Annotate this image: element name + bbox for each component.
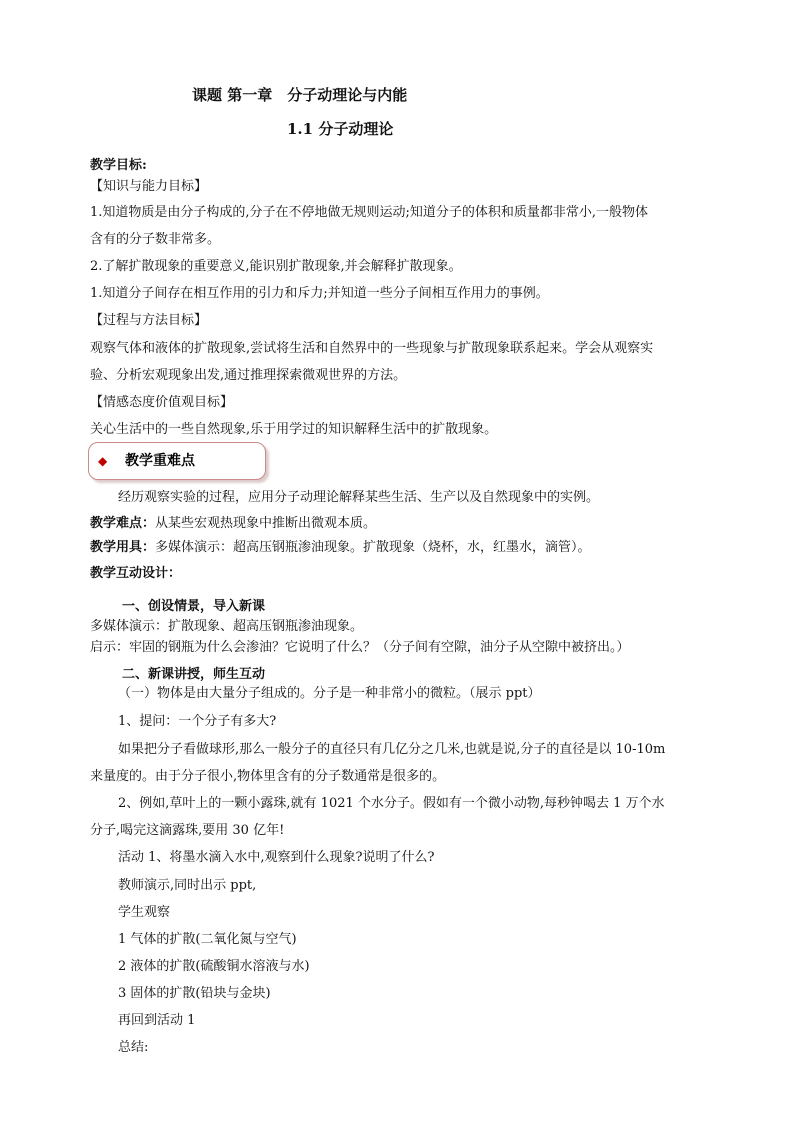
part1-heading: 一、创设情景，导入新课 [122,599,266,614]
process-text-b: 验、分析宏观现象出发,通过推理探索微观世界的方法。 [90,368,407,383]
teacher-demo: 教师演示,同时出示 ppt, [118,878,257,893]
difficulty-label: 教学难点： [90,516,156,531]
key-points-badge [88,442,266,480]
chapter-title: 课题 第一章 分子动理论与内能 [192,86,408,104]
part2-p2b: 分子,喝完这滴露珠,要用 30 亿年! [90,823,285,838]
difficulty-text: 从某些宏观热现象中推断出微观本质。 [155,516,377,531]
tools-text: 多媒体演示：超高压钢瓶渗油现象。扩散现象（烧杯，水，红墨水，滴管）。 [155,540,591,555]
diffusion-item-3: 3 固体的扩散(铅块与金块) [118,986,271,1001]
diffusion-item-1: 1 气体的扩散(二氧化氮与空气) [118,932,297,947]
badge-label: 教学重难点 [125,453,195,469]
part1-line2: 启示：牢固的钢瓶为什么会渗油？它说明了什么？（分子间有空隙，油分子从空隙中被挤出。） [90,640,630,655]
diffusion-item-2: 2 液体的扩散(硫酸铜水溶液与水) [118,959,310,974]
knowledge-item-2: 2.了解扩散现象的重要意义,能识别扩散现象,并会解释扩散现象。 [90,259,462,274]
emotion-heading: 【情感态度价值观目标】 [90,395,234,410]
summary-label: 总结: [118,1040,149,1055]
part2-p1b: 来量度的。由于分子很小,物体里含有的分子数通常是很多的。 [90,769,446,784]
part1-line1: 多媒体演示：扩散现象、超高压钢瓶渗油现象。 [90,619,364,634]
process-heading: 【过程与方法目标】 [90,313,208,328]
section-title: 1.1 分子动理论 [287,120,394,138]
design-label: 教学互动设计： [90,566,182,581]
part2-sub1: （一）物体是由大量分子组成的。分子是一种非常小的微粒。（展示 ppt） [118,686,541,701]
part2-q1: 1、提问：一个分子有多大? [118,714,277,729]
tools-line [90,538,591,558]
difficulty-line [90,514,376,534]
knowledge-item-1a: 1.知道物质是由分子构成的,分子在不停地做无规则运动;知道分子的体积和质量都非常小,一般物体 [90,205,649,220]
objectives-heading: 教学目标: [90,158,147,173]
knowledge-item-3: 1.知道分子间存在相互作用的引力和斥力;并知道一些分子间相互作用力的事例。 [90,286,549,301]
part2-heading: 二、新课讲授，师生互动 [122,667,266,682]
part2-p1a: 如果把分子看做球形,那么一般分子的直径只有几亿分之几米,也就是说,分子的直径是以 10-10m [118,742,666,757]
process-text-a: 观察气体和液体的扩散现象,尝试将生活和自然界中的一些现象与扩散现象联系起来。学会从观察实 [90,341,654,356]
knowledge-item-1b: 含有的分子数非常多。 [90,232,221,247]
part2-p2a: 2、例如,草叶上的一颗小露珠,就有 1021 个水分子。假如有一个微小动物,每秒钟喝去 1 万个水 [118,796,665,811]
student-observe: 学生观察 [118,905,171,920]
tools-label: 教学用具： [90,540,156,555]
back-to-activity: 再回到活动 1 [118,1013,196,1028]
diamond-icon: ◆ [98,454,108,468]
knowledge-heading: 【知识与能力目标】 [90,179,208,194]
key-points-text: 经历观察实验的过程，应用分子动理论解释某些生活、生产以及自然现象中的实例。 [118,490,600,505]
emotion-text: 关心生活中的一些自然现象,乐于用学过的知识解释生活中的扩散现象。 [90,422,498,437]
activity-1: 活动 1、将墨水滴入水中,观察到什么现象?说明了什么? [118,850,435,865]
